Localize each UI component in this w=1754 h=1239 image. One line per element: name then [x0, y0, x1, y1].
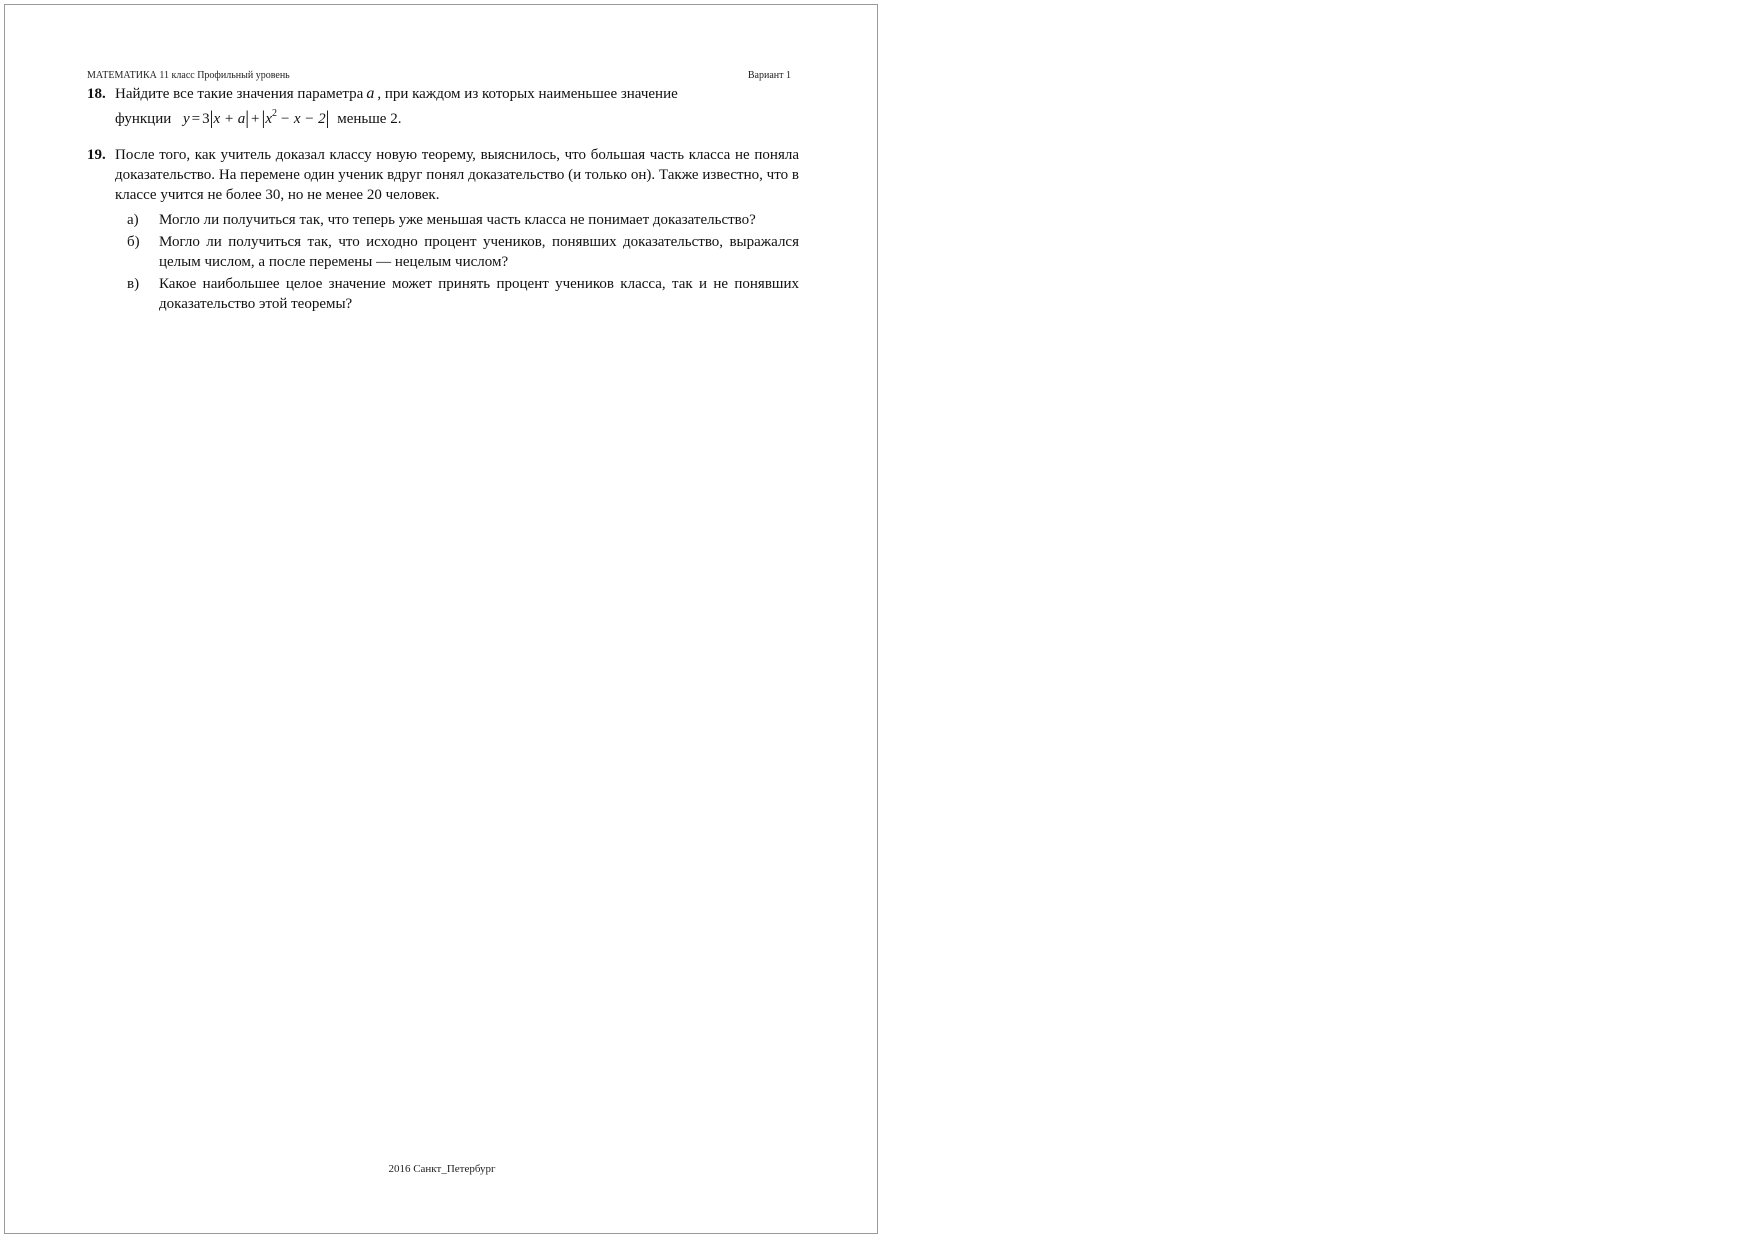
item-text: Какое наибольшее целое значение может принять процент учеников класса, так и не понявших доказательство этой теоремы? — [159, 276, 799, 312]
formula-plus: + — [251, 111, 260, 127]
item-mark: в) — [127, 276, 140, 292]
task-19 — [87, 145, 799, 314]
task-18-text-after: , при каждом из которых наименьшее значение — [377, 86, 678, 102]
abs-bar-right-1: | — [245, 108, 250, 129]
task-18-line2-suffix: меньше 2. — [337, 111, 402, 127]
document-page — [4, 4, 878, 1234]
abs-bar-left-2: | — [261, 108, 266, 129]
abs-bar-right-2: | — [325, 108, 330, 129]
task-19-subitems — [115, 210, 799, 314]
task-18-line2-prefix: функции — [115, 111, 172, 127]
item-mark: а) — [127, 212, 139, 228]
task-number: 19. — [87, 147, 106, 163]
item-mark: б) — [127, 234, 140, 250]
page-footer: 2016 Санкт_Петербург — [388, 1163, 496, 1175]
formula-abs1: x + a — [213, 111, 246, 127]
formula-abs2-x: x — [265, 111, 272, 127]
task-19-text: После того, как учитель доказал классу новую теорему, выяснилось, что большая часть класса не поняла доказательство. На перемене один ученик вдруг понял доказательство (и только он). Также известно, что в классе учится не более 30, но не менее 20 человек. — [115, 147, 799, 203]
header-variant: Вариант 1 — [747, 70, 791, 81]
task-number: 18. — [87, 86, 106, 102]
task-18-formula — [183, 108, 333, 129]
task-18-text-before: Найдите все такие значения параметра — [115, 86, 364, 102]
header-subject: МАТЕМАТИКА 11 класс Профильный уровень — [87, 70, 290, 81]
task-18-param: a — [366, 85, 375, 102]
task-18-line-2 — [115, 104, 799, 129]
formula-abs2-power: 2 — [272, 108, 277, 119]
abs-bar-left-1: | — [209, 108, 214, 129]
task-18 — [87, 84, 799, 129]
task-19-item-c — [127, 274, 799, 314]
task-19-item-b — [127, 232, 799, 272]
item-text: Могло ли получиться так, что теперь уже меньшая часть класса не понимает доказательство? — [159, 212, 756, 228]
task-19-item-a — [127, 210, 799, 230]
task-18-line-1 — [115, 84, 799, 104]
formula-abs2-rest: − x − 2 — [280, 111, 326, 127]
formula-lhs: y — [183, 111, 190, 127]
formula-eq: = — [191, 111, 201, 127]
item-text: Могло ли получиться так, что исходно процент учеников, понявших доказательство, выражался целым числом, а после перемены — нецелым числом? — [159, 234, 799, 270]
formula-coef: 3 — [202, 111, 210, 127]
page-content — [87, 84, 799, 316]
